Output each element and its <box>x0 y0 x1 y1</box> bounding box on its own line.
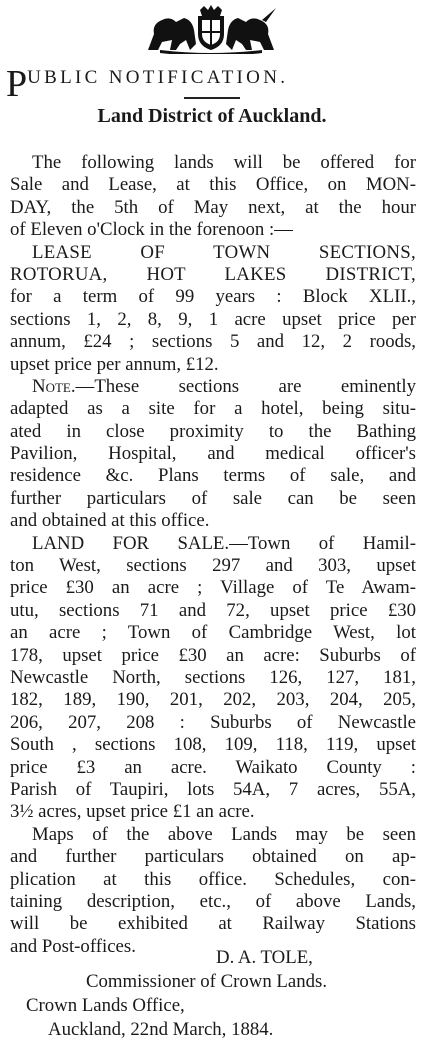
signature-place-date: Auckland, 22nd March, 1884. <box>48 1019 274 1040</box>
body-line: and obtained at this office. <box>10 510 210 532</box>
body-line: ROTORUA, HOT LAKES DISTRICT, <box>10 263 416 285</box>
body-line: further particulars of sale can be seen <box>10 487 416 509</box>
body-line: Maps of the above Lands may be seen <box>32 823 416 845</box>
body-line: plication at this office. Schedules, con- <box>10 868 416 890</box>
note-label: Note. <box>32 375 76 397</box>
body-line: of Eleven o'Clock in the forenoon :— <box>10 219 293 241</box>
notice-body <box>10 152 416 958</box>
body-line: upset price per annum, £12. <box>10 353 219 375</box>
body-line: ton West, sections 297 and 303, upset <box>10 555 416 577</box>
notice-headline <box>6 58 420 105</box>
signature-title: Commissioner of Crown Lands. <box>86 971 328 992</box>
body-line: DAY, the 5th of May next, at the hour <box>10 196 416 218</box>
body-line: ated in close proximity to the Bathing <box>10 420 416 442</box>
body-line: LEASE OF TOWN SECTIONS, <box>32 241 416 263</box>
body-line-note <box>10 376 416 398</box>
body-line: Sale and Lease, at this Office, on MON- <box>10 174 416 196</box>
body-line: price £30 an acre ; Village of Te Awam- <box>10 577 416 599</box>
body-line: and Post-offices. <box>10 935 136 957</box>
body-line: residence &c. Plans terms of sale, and <box>10 465 416 487</box>
body-line: Pavilion, Hospital, and medical officer's <box>10 443 416 465</box>
body-line: sections 1, 2, 8, 9, 1 acre upset price per <box>10 308 416 330</box>
body-line: 3½ acres, upset price £1 an acre. <box>10 801 255 823</box>
royal-coat-of-arms-icon <box>140 4 282 54</box>
body-line: taining description, etc., of above Lands, <box>10 890 416 912</box>
body-line: an acre ; Town of Cambridge West, lot <box>10 622 416 644</box>
signature-office: Crown Lands Office, <box>26 995 185 1016</box>
divider-rule <box>184 97 240 99</box>
body-line: adapted as a site for a hotel, being situ- <box>10 398 416 420</box>
headline-initial: P <box>6 63 28 105</box>
body-line: price £3 an acre. Waikato County : <box>10 756 416 778</box>
body-line: South , sections 108, 109, 118, 119, upset <box>10 734 416 756</box>
headline-rest: UBLIC NOTIFICATION. <box>27 67 289 88</box>
body-line: will be exhibited at Railway Stations <box>10 913 416 935</box>
body-line: for a term of 99 years : Block XLII., <box>10 286 416 308</box>
body-line: 182, 189, 190, 201, 202, 203, 204, 205, <box>10 689 416 711</box>
body-line: The following lands will be offered for <box>32 152 416 173</box>
body-line: LAND FOR SALE.—Town of Hamil- <box>32 532 416 554</box>
notice-subtitle: Land District of Auckland. <box>97 105 327 127</box>
body-line: 178, upset price £30 an acre: Suburbs of <box>10 644 416 666</box>
body-line: 206, 207, 208 : Suburbs of Newcastle <box>10 711 416 733</box>
body-line: Parish of Taupiri, lots 54A, 7 acres, 55A, <box>10 778 416 800</box>
note-text: —These sections are eminently <box>75 375 416 397</box>
body-line: and further particulars obtained on ap- <box>10 846 416 868</box>
body-line: utu, sections 71 and 72, upset price £30 <box>10 599 416 621</box>
body-line: annum, £24 ; sections 5 and 12, 2 roods, <box>10 331 416 353</box>
signature-name: D. A. TOLE, <box>216 947 313 968</box>
body-line: Newcastle North, sections 126, 127, 181, <box>10 666 416 688</box>
